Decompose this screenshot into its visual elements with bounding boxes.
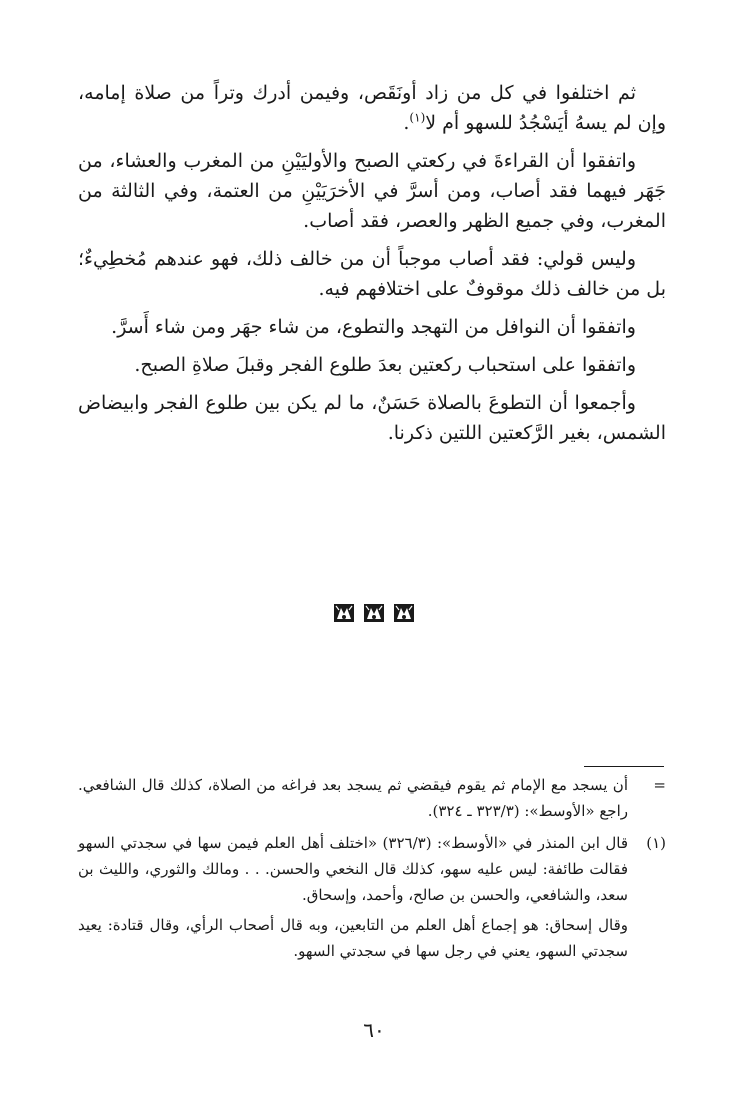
paragraph-6: وأجمعوا أن التطوعَ بالصلاة حَسَنٌ، ما لم يكن بين طلوع الفجر وابيضاض الشمس، بغير الرَّكعتين اللتين ذكرنا. <box>78 392 666 444</box>
scroll-ornament-icon <box>393 602 415 624</box>
footnotes-block <box>78 772 666 970</box>
paragraph-5: واتفقوا على استحباب ركعتين بعدَ طلوع الفجر وقبلَ صلاةِ الصبح. <box>134 354 636 376</box>
main-text-block <box>78 78 666 456</box>
paragraph-1-text: ثم اختلفوا في كل من زاد أونَقَص، وفيمن أدرك وتراً من صلاة إمامه، وإن لم يسهُ أيَسْجُدُ للسهو أم لا <box>78 82 666 134</box>
footnote-marker: (١) <box>646 834 666 852</box>
paragraph-4: واتفقوا أن النوافل من التهجد والتطوع، من شاء جهَر ومن شاء أَسرَّ. <box>111 316 636 338</box>
footnote-1 <box>78 830 666 964</box>
page-number: ٦٠ <box>363 1018 385 1042</box>
paragraph-1 <box>78 78 666 138</box>
paragraph-3: وليس قولي: فقد أصاب موجباً أن من خالف ذلك، فهو عندهم مُخطِيءٌ؛ بل من خالف ذلك موقوفٌ على اختلافهم فيه. <box>78 248 666 300</box>
footnote-text: قال ابن المنذر في «الأوسط»: (٣٢٦/٣) «اختلف أهل العلم فيمن سها في سجدتي السهو فقالت طائفة: ليس عليه سهو، كذلك قال النخعي والحسن. . . ومالك والثوري، والليث بن سعد، والشافعي، والحسن بن صالح، وأحمد، وإسحاق. <box>78 834 629 904</box>
footnote-body <box>78 772 628 824</box>
footnote-ref-1[interactable]: (١) <box>409 110 426 125</box>
footnote-text: وقال إسحاق: هو إجماع أهل العلم من التابعين، وبه قال أصحاب الرأي، وقال قتادة: يعيد سجدتي السهو، يعني في رجل سها في سجدتي السهو. <box>78 916 628 960</box>
scroll-ornament-icon <box>333 602 355 624</box>
footnote-text: أن يسجد مع الإمام ثم يقوم فيقضي ثم يسجد بعد فراغه من الصلاة، كذلك قال الشافعي. راجع «الأوسط»: (٣٢٣/٣ ـ ٣٢٤). <box>78 776 628 820</box>
footnote-body <box>78 830 628 964</box>
paragraph-1-end: . <box>403 112 410 134</box>
scroll-ornament-icon <box>363 602 385 624</box>
footnote-continuation <box>78 772 666 824</box>
paragraph-2: واتفقوا أن القراءةَ في ركعتي الصبح والأوليَيْنِ من المغرب والعشاء، من جَهَر فيهما فقد أصاب، ومن أسرَّ في الأخرَيَيْنِ من العتمة، وفي الثالثة من المغرب، وفي جميع الظهر والعصر، فقد أصاب. <box>78 150 666 232</box>
footnote-separator <box>584 766 664 767</box>
footnote-marker: = <box>653 776 666 794</box>
section-divider-ornaments <box>0 602 748 624</box>
